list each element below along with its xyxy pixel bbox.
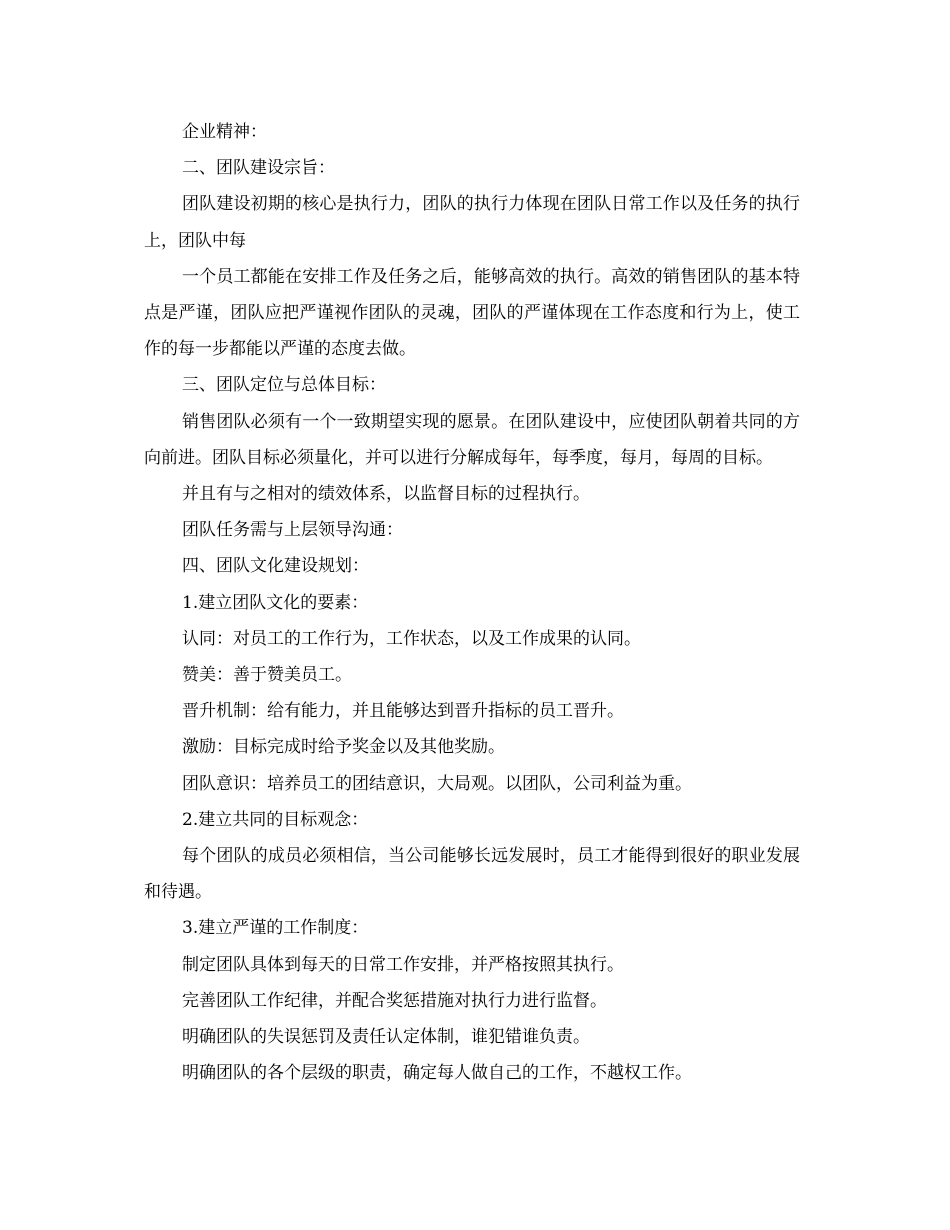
- heading-team-purpose: 二、团队建设宗旨：: [182, 158, 335, 179]
- list-item: 完善团队工作纪律，并配合奖惩措施对执行力进行监督。: [182, 990, 607, 1011]
- list-item: 明确团队的各个层级的职责，确定每人做自己的工作，不越权工作。: [182, 1063, 692, 1084]
- paragraph-enterprise-spirit: 企业精神：: [182, 122, 267, 142]
- list-item: 明确团队的失误惩罚及责任认定体制，谁犯错谁负责。: [182, 1027, 590, 1048]
- heading-team-positioning: 三、团队定位与总体目标：: [182, 375, 386, 396]
- paragraph: 销售团队必须有一个一致期望实现的愿景。在团队建设中，应使团队朝着共同的方向前进。团队目标必须量化，并可以进行分解成每年，每季度，每月，每周的目标。: [144, 411, 800, 468]
- document-body: [144, 114, 800, 1091]
- list-item: 认同：对员工的工作行为，工作状态，以及工作成果的认同。: [182, 628, 641, 649]
- subheading: 3.建立严谨的工作制度：: [182, 918, 369, 939]
- paragraph: 每个团队的成员必须相信，当公司能够长远发展时，员工才能得到很好的职业发展和待遇。: [144, 846, 800, 903]
- subheading: 1.建立团队文化的要素：: [182, 592, 369, 613]
- list-item: 赞美：善于赞美员工。: [182, 665, 352, 686]
- list-item: 晋升机制：给有能力，并且能够达到晋升指标的员工晋升。: [182, 701, 624, 722]
- heading-team-culture: 四、团队文化建设规划：: [182, 556, 369, 577]
- list-item: 团队意识：培养员工的团结意识，大局观。以团队，公司利益为重。: [182, 773, 692, 794]
- paragraph: 一个员工都能在安排工作及任务之后，能够高效的执行。高效的销售团队的基本特点是严谨，团队应把严谨视作团队的灵魂，团队的严谨体现在工作态度和行为上，使工作的每一步都能以严谨的态度去做。: [144, 266, 800, 360]
- paragraph: 团队任务需与上层领导沟通：: [182, 520, 403, 541]
- subheading: 2.建立共同的目标观念：: [182, 809, 369, 830]
- list-item: 激励：目标完成时给予奖金以及其他奖励。: [182, 737, 505, 758]
- paragraph: 并且有与之相对的绩效体系，以监督目标的过程执行。: [182, 484, 590, 505]
- list-item: 制定团队具体到每天的日常工作安排，并严格按照其执行。: [182, 954, 624, 975]
- paragraph: 团队建设初期的核心是执行力，团队的执行力体现在团队日常工作以及任务的执行上，团队中每: [144, 194, 800, 251]
